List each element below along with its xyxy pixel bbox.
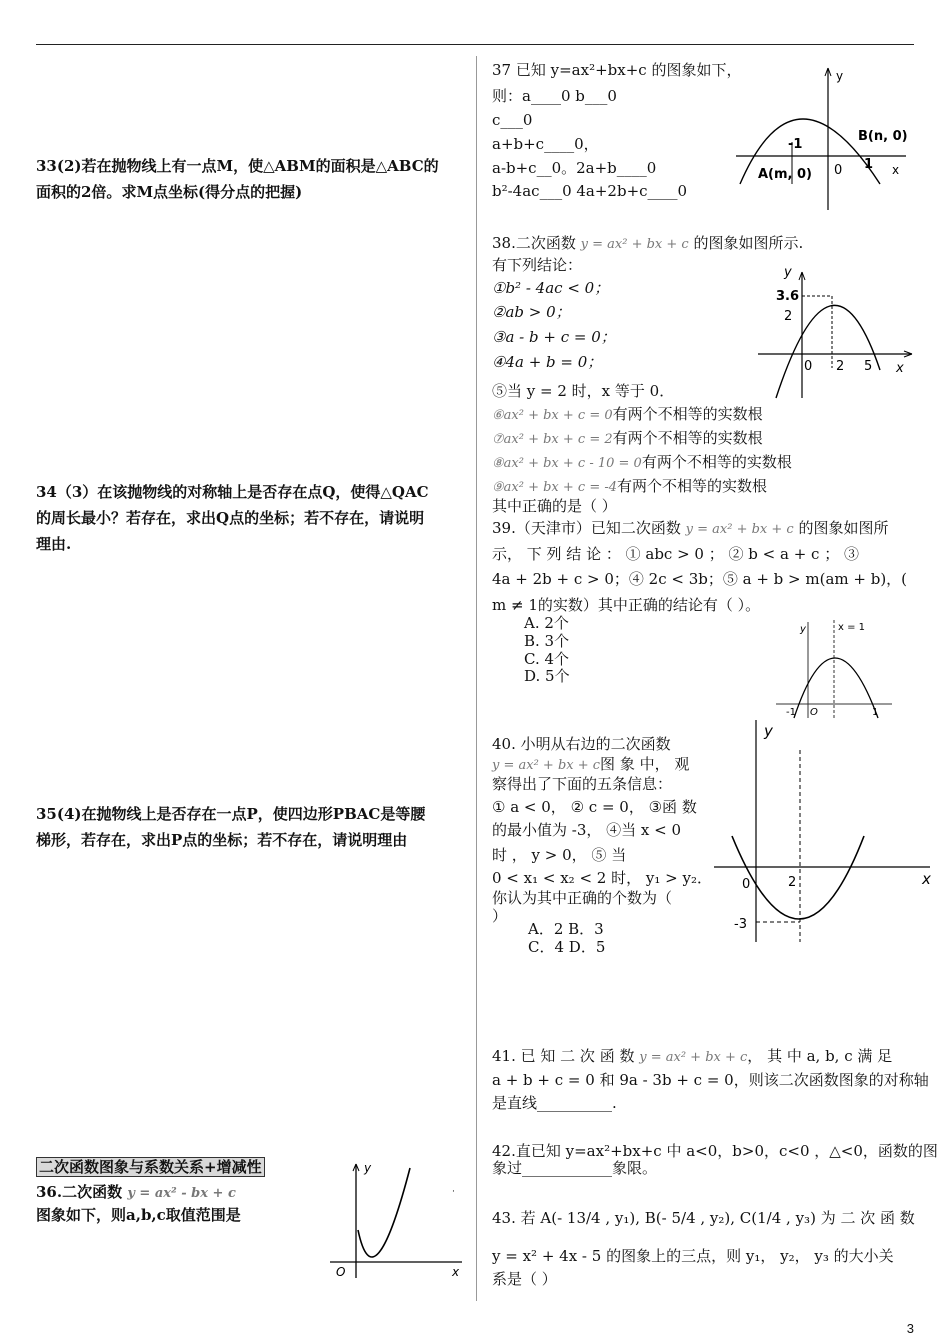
q43-line3: 系是（ ） — [492, 1270, 557, 1288]
q40-line6: 时 ， y > 0， ⑤ 当 — [492, 846, 627, 864]
q40-line5: 的最小值为 -3， ④当 x < 0 — [492, 821, 682, 839]
svg-text:A(m, 0): A(m, 0) — [758, 167, 812, 182]
q34-line3: 理由. — [36, 535, 72, 553]
q33-line1: 33(2)若在抛物线上有一点M，使△ABM的面积是△ABC的 — [36, 157, 439, 175]
svg-text:1: 1 — [872, 707, 879, 718]
q36-graph — [322, 1158, 472, 1282]
svg-text:0: 0 — [834, 163, 843, 178]
q40-line8: 你认为其中正确的个数为（ — [492, 889, 673, 907]
q35-line1: 35(4)在抛物线上是否存在一点P，使四边形PBAC是等腰 — [36, 805, 426, 823]
svg-text:0: 0 — [804, 359, 813, 374]
q33-line2: 面积的2倍。求M点坐标(得分点的把握) — [36, 183, 303, 201]
q39-line4: m ≠ 1的实数）其中正确的结论有（ ）。 — [492, 596, 761, 614]
svg-text:2: 2 — [784, 309, 793, 324]
svg-text:·: · — [452, 1187, 455, 1197]
svg-text:x: x — [922, 870, 931, 888]
q34-line1: 34（3）在该抛物线的对称轴上是否存在点Q，使得△QAC — [36, 483, 429, 501]
svg-text:1: 1 — [864, 157, 874, 172]
q40-options-row2: C．4 D．5 — [528, 938, 606, 956]
q39-line2: 示， 下 列 结 论 ： ① abc > 0 ； ② b < a + c ； ③ — [492, 545, 859, 563]
q40-graph — [712, 716, 936, 944]
svg-text:2: 2 — [836, 359, 845, 374]
q38-c5: ⑤当 y = 2 时，x 等于 0． — [492, 382, 675, 400]
q41-line1: 41. 已 知 二 次 函 数 y = ax² + bx + c， 其 中 a, b, c 满 足 — [492, 1047, 893, 1065]
q41-line3: 是直线__________. — [492, 1094, 617, 1112]
q40-line9: ） — [492, 907, 508, 925]
q37-line3: c___0 — [492, 111, 533, 129]
q37-line2: 则：a____0 b___0 — [492, 87, 617, 105]
q38-line2: 有下列结论： — [492, 256, 583, 274]
q41-line2: a + b + c = 0 和 9a - 3b + c = 0，则该二次函数图象的对称轴 — [492, 1071, 929, 1089]
q36-line1: 36.二次函数 y = ax² - bx + c — [36, 1183, 236, 1201]
q38-c1: ①b² - 4ac < 0； — [492, 279, 610, 297]
q38-c8: ⑧ax² + bx + c - 10 = 0有两个不相等的实数根 — [492, 453, 792, 471]
svg-text:O: O — [810, 707, 818, 718]
q37-line5: a-b+c__0。2a+b____0 — [492, 159, 657, 177]
q37-graph — [730, 64, 920, 214]
page-number: 3 — [906, 1321, 914, 1336]
q39-option-d: D. 5个 — [524, 667, 570, 685]
svg-text:x: x — [452, 1265, 460, 1279]
column-divider — [476, 56, 477, 1301]
svg-text:x = 1: x = 1 — [838, 622, 866, 633]
q40-line4: ① a < 0， ② c = 0， ③函 数 — [492, 798, 697, 816]
q40-line7: 0 < x₁ < x₂ < 2 时， y₁ > y₂． — [492, 869, 712, 887]
svg-text:0: 0 — [742, 877, 751, 892]
svg-text:y: y — [364, 1161, 372, 1175]
q40-line2: y = ax² + bx + c图 象 中， 观 — [492, 755, 690, 773]
q40-line1: 40. 小明从右边的二次函数 — [492, 735, 671, 753]
svg-text:x: x — [892, 163, 900, 177]
q39-option-c: C. 4个 — [524, 650, 570, 668]
q43-line2: y = x² + 4x - 5 的图象上的三点，则 y₁， y₂， y₃ 的大小关 — [492, 1247, 894, 1265]
q38-c3: ③a - b + c = 0； — [492, 328, 616, 346]
svg-text:y: y — [836, 69, 844, 83]
q36-line2: 图象如下，则a,b,c取值范围是 — [36, 1206, 241, 1224]
q38-c2: ②ab > 0； — [492, 303, 571, 321]
svg-text:y: y — [784, 265, 792, 280]
svg-text:x: x — [896, 361, 904, 376]
q38-c6: ⑥ax² + bx + c = 0有两个不相等的实数根 — [492, 405, 763, 423]
q38-graph — [756, 258, 916, 400]
q37-line1: 37 已知 y=ax²+bx+c 的图象如下， — [492, 61, 742, 79]
q38-line1: 38.二次函数 y = ax² + bx + c 的图象如图所示. — [492, 234, 804, 252]
svg-text:y: y — [800, 624, 806, 635]
q37-line6: b²-4ac___0 4a+2b+c____0 — [492, 182, 688, 200]
svg-text:-1: -1 — [788, 137, 803, 152]
q39-graph — [774, 618, 900, 720]
q38-c4: ④4a + b = 0； — [492, 353, 603, 371]
svg-text:O: O — [336, 1265, 346, 1279]
q35-line2: 梯形，若存在，求出P点的坐标；若不存在，请说明理由 — [36, 831, 408, 849]
q37-line4: a+b+c____0， — [492, 135, 599, 153]
svg-text:-3: -3 — [734, 917, 747, 932]
svg-text:2: 2 — [788, 875, 797, 890]
q38-end: 其中正确的是（ ） — [492, 497, 617, 515]
q39-line3: 4a + 2b + c > 0；④ 2c < 3b；⑤ a + b > m(am + b)，( — [492, 570, 908, 588]
header-rule — [36, 44, 914, 45]
section-heading: 二次函数图象与系数关系+增减性 — [36, 1155, 265, 1179]
q40-line3: 察得出了下面的五条信息： — [492, 775, 673, 793]
q42-line2: 象过____________象限。 — [492, 1159, 658, 1177]
q39-option-a: A. 2个 — [524, 614, 569, 632]
q43-line1: 43. 若 A(- 13/4 , y₁), B(- 5/4 , y₂), C(1/4 , y₃) 为 二 次 函 数 — [492, 1209, 915, 1227]
q42-line1: 42.直已知 y=ax²+bx+c 中 a<0，b>0，c<0 ，△<0，函数的图 — [492, 1142, 938, 1160]
svg-text:5: 5 — [864, 359, 873, 374]
svg-text:y: y — [764, 722, 773, 740]
svg-text:-1: -1 — [786, 707, 796, 718]
q39-option-b: B. 3个 — [524, 632, 570, 650]
q40-options-row1: A．2 B．3 — [528, 920, 604, 938]
q39-line1: 39.（天津市）已知二次函数 y = ax² + bx + c 的图象如图所 — [492, 519, 889, 537]
q34-line2: 的周长最小？若存在，求出Q点的坐标；若不存在，请说明 — [36, 509, 425, 527]
svg-text:B(n, 0): B(n, 0) — [858, 129, 908, 144]
svg-text:3.6: 3.6 — [776, 289, 800, 304]
q38-c7: ⑦ax² + bx + c = 2有两个不相等的实数根 — [492, 429, 763, 447]
q38-c9: ⑨ax² + bx + c = -4有两个不相等的实数根 — [492, 477, 768, 495]
